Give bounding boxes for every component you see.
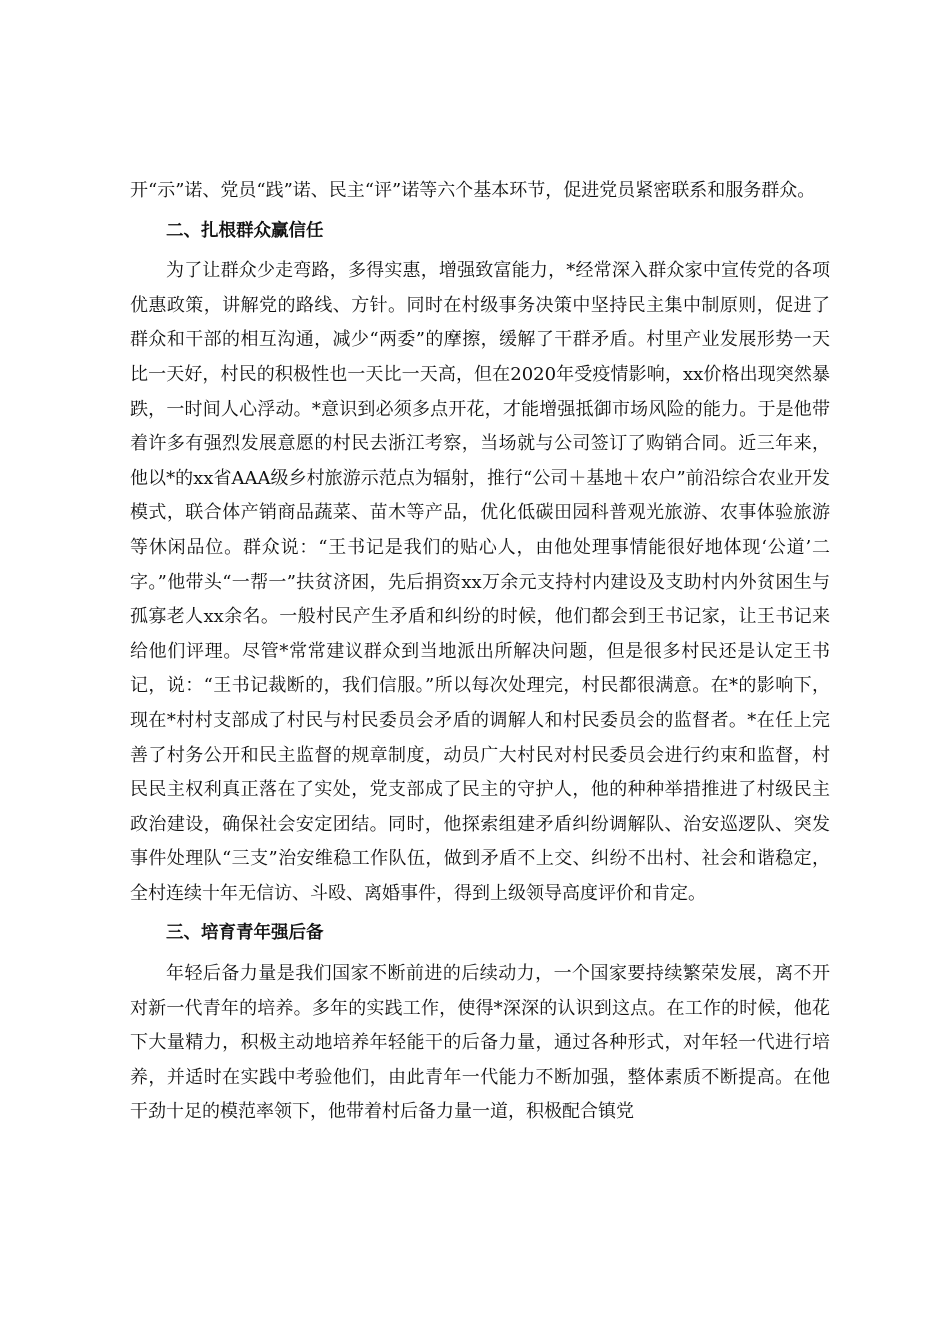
paragraph-section-3: 年轻后备力量是我们国家不断前进的后续动力，一个国家要持续繁荣发展，离不开对新一代青年的培养。多年的实践工作，使得*深深的认识到这点。在工作的时候，他花下大量精力，积极主动地培养年轻能干的后备力量，通过各种形式，对年轻一代进行培养，并适时在实践中考验他们，由此青年一代能力不断加强，整体素质不断提高。在他干劲十足的模范率领下，他带着村后备力量一道，积极配合镇党: [130, 963, 830, 1123]
section-heading-3: 三、培育青年强后备: [166, 923, 324, 944]
section-heading-2: 二、扎根群众赢信任: [166, 220, 324, 241]
paragraph-section-2: 为了让群众少走弯路，多得实惠，增强致富能力，*经常深入群众家中宣传党的各项优惠政策，讲解党的路线、方针。同时在村级事务决策中坚持民主集中制原则，促进了群众和干部的相互沟通，减少“两委”的摩擦，缓解了干群矛盾。村里产业发展形势一天比一天好，村民的积极性也一天比一天高，但在2020年受疫情影响，xx价格出现突然暴跌，一时间人心浮动。*意识到必须多点开花，才能增强抵御市场风险的能力。于是他带着许多有强烈发展意愿的村民去浙江考察，当场就与公司签订了购销合同。近三年来，他以*的xx省AAA级乡村旅游示范点为辐射，推行“公司＋基地＋农户”前沿综合农业开发模式，联合体产销商品蔬菜、苗木等产品，优化低碳田园科普观光旅游、农事体验旅游等休闲品位。群众说：“王书记是我们的贴心人，由他处理事情能很好地体现‘公道’二字。”他带头“一帮一”扶贫济困，先后捐资xx万余元支持村内建设及支助村内外贫困生与孤寡老人xx余名。一般村民产生矛盾和纠纷的时候，他们都会到王书记家，让王书记来给他们评理。尽管*常常建议群众到当地派出所解决问题，但是很多村民还是认定王书记，说：“王书记裁断的，我们信服。”所以每次处理完，村民都很满意。在*的影响下，现在*村村支部成了村民与村民委员会矛盾的调解人和村民委员会的监督者。*在任上完善了村务公开和民主监督的规章制度，动员广大村民对村民委员会进行约束和监督，村民民主权利真正落在了实处，党支部成了民主的守护人，他的种种举措推进了村级民主政治建设，确保社会安定团结。同时，他探索组建矛盾纠纷调解队、治安巡逻队、突发事件处理队“三支”治安维稳工作队伍，做到矛盾不上交、纠纷不出村、社会和谐稳定，全村连续十年无信访、斗殴、离婚事件，得到上级领导高度评价和肯定。: [130, 260, 830, 904]
document-body: [130, 174, 830, 1135]
paragraph-continuation: 开“示”诺、党员“践”诺、民主“评”诺等六个基本环节，促进党员紧密联系和服务群众。: [130, 180, 816, 201]
